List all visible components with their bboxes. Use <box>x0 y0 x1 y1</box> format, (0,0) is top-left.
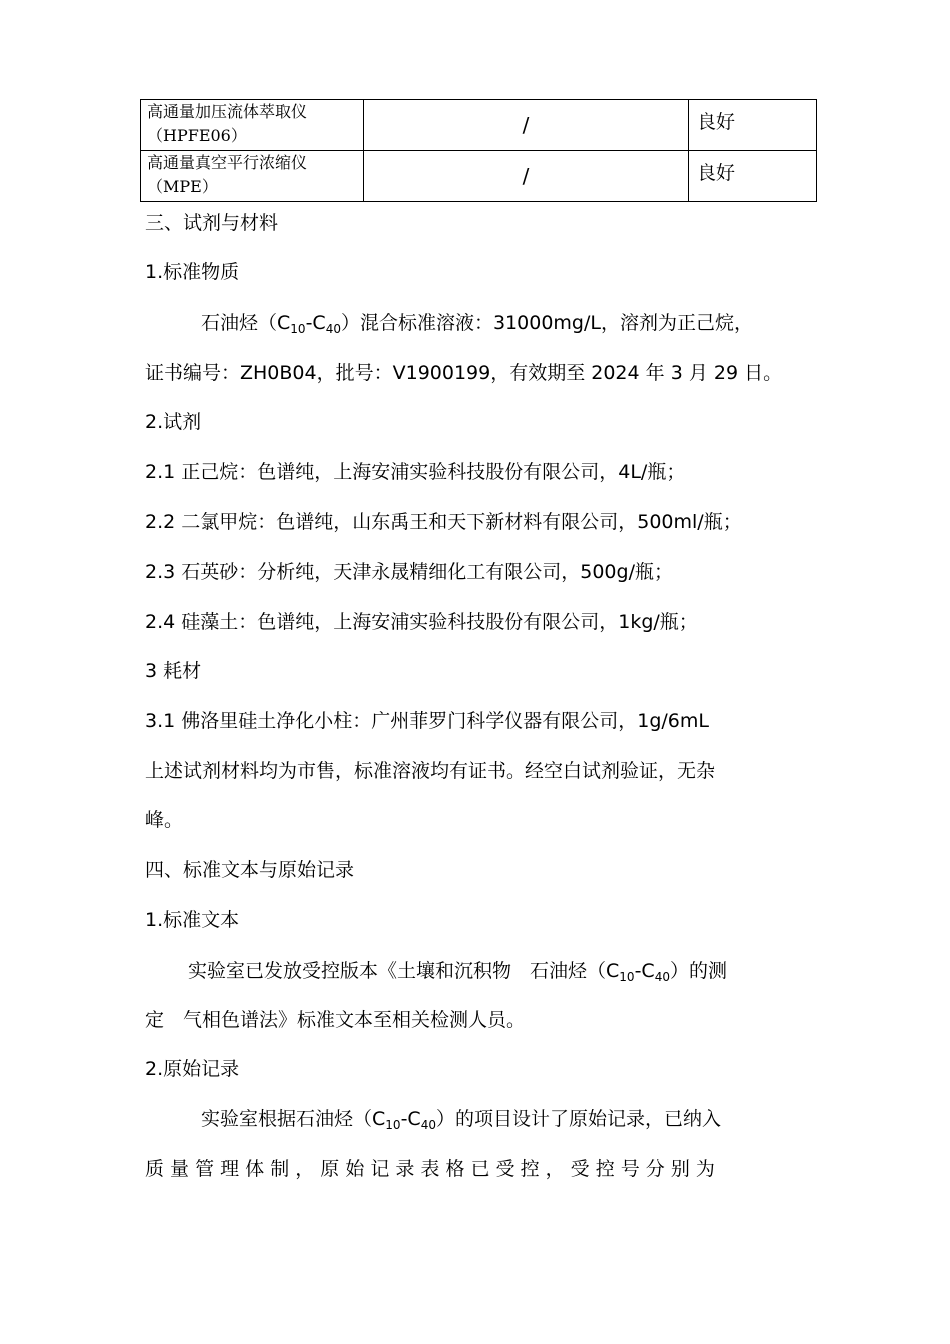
equipment-name-line: 高通量加压流体萃取仪 <box>147 102 308 121</box>
subscript: 40 <box>325 322 341 336</box>
text-run: 实验室根据石油烃（C <box>201 1108 386 1130</box>
equipment-name-line: 高通量真空平行浓缩仪 <box>147 153 308 172</box>
subscript: 40 <box>420 1118 436 1132</box>
consumable-item: 3.1 佛洛里硅土净化小柱：广州菲罗门科学仪器有限公司，1g/6mL <box>145 710 709 732</box>
standard-text-line <box>188 957 727 991</box>
equipment-status: 良好 <box>689 100 817 151</box>
equipment-status: 良好 <box>689 151 817 202</box>
equipment-spec: / <box>364 151 689 202</box>
reagent-item: 2.4 硅藻土：色谱纯，上海安浦实验科技股份有限公司，1kg/瓶； <box>145 611 698 633</box>
reagent-item: 2.2 二氯甲烷：色谱纯，山东禹王和天下新材料有限公司，500ml/瓶； <box>145 511 742 533</box>
equipment-spec: / <box>364 100 689 151</box>
standard-material-line <box>201 309 753 343</box>
equipment-model: （HPFE06） <box>147 126 247 145</box>
standard-text-line: 定 气相色谱法》标准文本至相关检测人员。 <box>145 1009 526 1031</box>
original-record-line: 质 量 管 理 体 制 ， 原 始 记 录 表 格 已 受 控 ， 受 控 号 分 别 为 <box>145 1158 715 1180</box>
note-line: 上述试剂材料均为市售，标准溶液均有证书。经空白试剂验证，无杂 <box>145 760 716 782</box>
text-run: -C <box>305 312 326 334</box>
subsection-title: 2.试剂 <box>145 411 202 433</box>
subsection-title: 2.原始记录 <box>145 1058 240 1080</box>
reagent-item: 2.3 石英砂：分析纯，天津永晟精细化工有限公司，500g/瓶； <box>145 561 673 583</box>
equipment-table <box>140 99 817 202</box>
reagent-item: 2.1 正己烷：色谱纯，上海安浦实验科技股份有限公司，4L/瓶； <box>145 461 686 483</box>
subscript: 10 <box>619 970 635 984</box>
text-run: ）的项目设计了原始记录，已纳入 <box>435 1108 721 1130</box>
equipment-name <box>141 151 364 202</box>
note-line: 峰。 <box>145 809 184 831</box>
text-run: ）混合标准溶液：31000mg/L，溶剂为正己烷， <box>340 312 753 334</box>
text-run: -C <box>634 960 655 982</box>
table-row <box>141 100 817 151</box>
text-run: 实验室已发放受控版本《土壤和沉积物 石油烃（C <box>188 960 620 982</box>
subsection-title: 3 耗材 <box>145 660 202 682</box>
section-heading: 四、标准文本与原始记录 <box>145 859 355 881</box>
subscript: 10 <box>290 322 306 336</box>
text-run: 石油烃（C <box>201 312 291 334</box>
equipment-name <box>141 100 364 151</box>
text-run: -C <box>400 1108 421 1130</box>
subsection-title: 1.标准物质 <box>145 261 240 283</box>
text-run: ）的测 <box>669 960 727 982</box>
original-record-line <box>201 1105 721 1139</box>
equipment-model: （MPE） <box>147 177 218 196</box>
subscript: 40 <box>654 970 670 984</box>
subsection-title: 1.标准文本 <box>145 909 240 931</box>
certificate-line: 证书编号：ZH0B04，批号：V1900199，有效期至 2024 年 3 月 29 日。 <box>145 362 783 384</box>
section-heading: 三、试剂与材料 <box>145 212 279 234</box>
subscript: 10 <box>385 1118 401 1132</box>
table-row <box>141 151 817 202</box>
